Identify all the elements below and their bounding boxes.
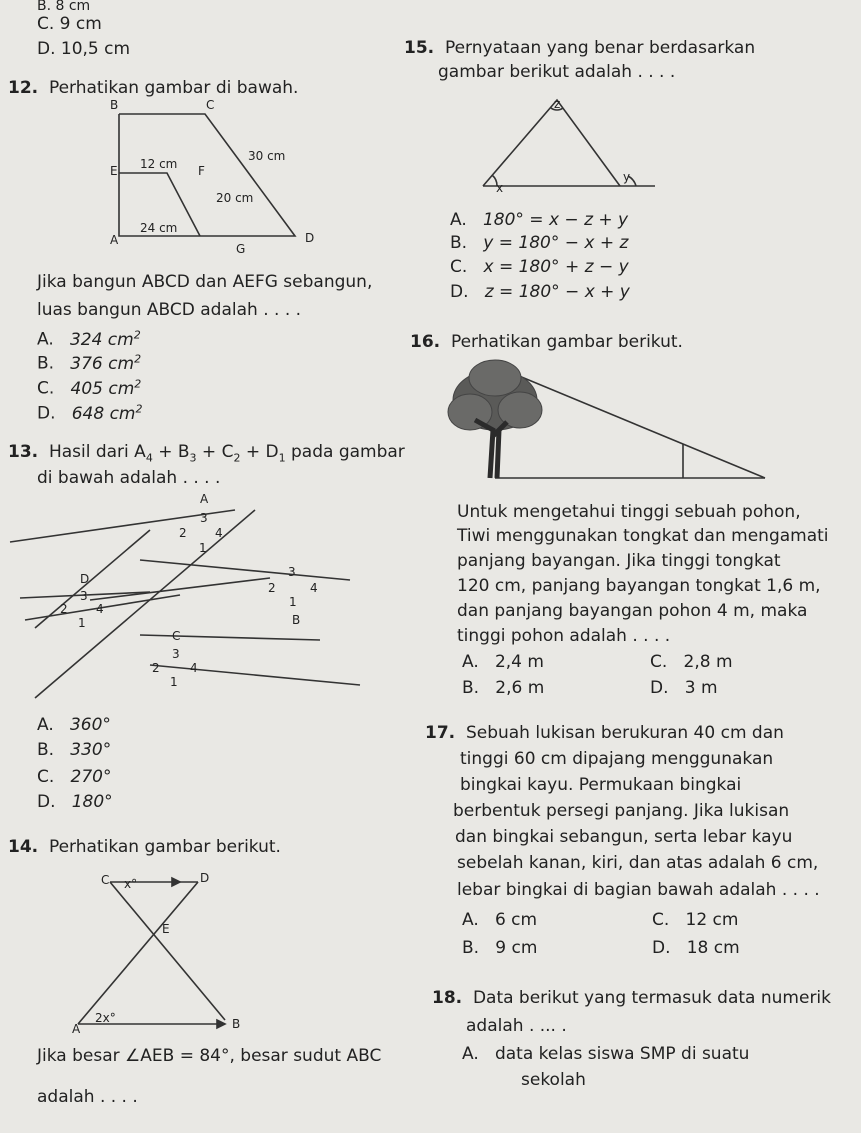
q15-number: 15. xyxy=(404,38,435,58)
q18-number: 18. xyxy=(432,988,463,1008)
q16-prompt-text: Perhatikan gambar berikut. xyxy=(450,332,683,352)
q12-prompt-text: Perhatikan gambar di bawah. xyxy=(48,78,299,98)
q13-subscript: 3 xyxy=(189,451,197,465)
q13-option-value: 180° xyxy=(71,792,113,812)
q15-option-c[interactable] xyxy=(450,257,629,277)
q13-option-c[interactable] xyxy=(37,767,111,787)
q17-option-c[interactable] xyxy=(652,910,738,930)
q12-option-a[interactable] xyxy=(37,325,141,350)
q17-line6: sebelah kanan, kiri, dan atas adalah 6 cm, xyxy=(457,853,819,873)
q13-angle-label: 3 xyxy=(172,647,180,661)
q12-option-exponent: 2 xyxy=(133,328,141,341)
q14-number: 14. xyxy=(8,837,39,857)
q16-tree-shadow-illustration xyxy=(445,350,805,490)
q17-line7: lebar bingkai di bagian bawah adalah . . . . xyxy=(457,880,820,900)
q12-measure-30cm: 30 cm xyxy=(248,149,286,163)
q12-measure-12cm: 12 cm xyxy=(140,157,178,171)
q15-option-value: y = 180° − x + z xyxy=(483,233,629,253)
prev-option-d: D. 10,5 cm xyxy=(37,39,131,59)
q13-angle-label: 1 xyxy=(199,541,207,555)
q13-angle-label: 4 xyxy=(310,581,318,595)
q17-option-d[interactable] xyxy=(652,938,740,958)
q14-angle-x: x° xyxy=(124,877,138,891)
q13-option-value: 360° xyxy=(69,715,111,735)
q13-option-letter: C. xyxy=(37,767,55,787)
q15-label-z: z xyxy=(554,97,561,111)
q14-label-e: E xyxy=(162,922,170,936)
q13-label-c: C xyxy=(172,629,181,643)
q18-line2: adalah . ... . xyxy=(466,1016,567,1036)
q16-option-c[interactable] xyxy=(650,652,733,672)
q16-line6: tinggi pohon adalah . . . . xyxy=(457,626,671,646)
q13-angle-label: 1 xyxy=(78,616,86,630)
q15-prompt-text: Pernyataan yang benar berdasarkan xyxy=(444,38,756,58)
q16-option-letter: B. xyxy=(462,678,480,698)
q17-line5: dan bingkai sebangun, serta lebar kayu xyxy=(455,827,793,847)
q18-option-letter: A. xyxy=(462,1044,479,1064)
q13-prompt-part: + D xyxy=(240,442,279,462)
q13-text-line2: di bawah adalah . . . . xyxy=(37,468,221,488)
q12-option-exponent: 2 xyxy=(134,352,142,365)
q18-option-a-line1: data kelas siswa SMP di suatu xyxy=(494,1044,750,1064)
q16-line3: panjang bayangan. Jika tinggi tongkat xyxy=(457,551,781,571)
q12-option-c[interactable] xyxy=(37,374,141,399)
q13-option-value: 270° xyxy=(70,767,112,787)
q16-line4: 120 cm, panjang bayangan tongkat 1,6 m, xyxy=(457,576,821,596)
q17-option-letter: B. xyxy=(462,938,480,958)
q12-label-b: B xyxy=(110,98,119,112)
q17-option-a[interactable] xyxy=(462,910,537,930)
q13-subscript: 2 xyxy=(233,451,241,465)
q12-label-e: E xyxy=(110,164,118,178)
q16-prompt xyxy=(410,332,683,352)
q17-line1 xyxy=(425,723,784,743)
q13-option-d[interactable] xyxy=(37,792,113,812)
q12-trapezoid-diagram xyxy=(105,100,435,260)
q15-label-y: y xyxy=(623,170,631,184)
q12-option-letter: B. xyxy=(37,353,55,374)
q12-label-f: F xyxy=(198,164,205,178)
q13-subscript: 4 xyxy=(145,451,153,465)
q12-label-a: A xyxy=(110,233,119,247)
q17-option-value: 9 cm xyxy=(495,938,538,958)
q13-option-letter: B. xyxy=(37,740,55,760)
q13-prompt-part: + B xyxy=(152,442,190,462)
q17-line3: bingkai kayu. Permukaan bingkai xyxy=(460,775,742,795)
q18-option-a[interactable] xyxy=(462,1044,749,1064)
q15-option-d[interactable] xyxy=(450,282,630,302)
q17-option-b[interactable] xyxy=(462,938,537,958)
q16-option-letter: C. xyxy=(650,652,668,672)
q16-option-letter: D. xyxy=(650,678,669,698)
q15-prompt-line2: gambar berikut adalah . . . . xyxy=(438,62,676,82)
q13-angle-label: 1 xyxy=(289,595,297,609)
q13-angle-label: 2 xyxy=(268,581,276,595)
q15-option-letter: D. xyxy=(450,282,469,302)
q14-label-b: B xyxy=(232,1017,241,1031)
q12-label-g: G xyxy=(236,242,246,256)
q12-option-value: 324 cm xyxy=(69,329,134,350)
q16-line2: Tiwi menggunakan tongkat dan mengamati xyxy=(457,526,829,546)
q13-option-value: 330° xyxy=(70,740,112,760)
q12-option-b[interactable] xyxy=(37,349,141,374)
q17-option-letter: A. xyxy=(462,910,479,930)
q15-triangle-diagram xyxy=(465,88,665,208)
q12-label-c: C xyxy=(206,98,215,112)
q15-option-b[interactable] xyxy=(450,233,628,253)
q12-option-letter: C. xyxy=(37,378,55,399)
q12-text-line1: Jika bangun ABCD dan AEFG sebangun, xyxy=(37,272,373,292)
q16-option-value: 2,4 m xyxy=(494,652,544,672)
q12-option-exponent: 2 xyxy=(135,402,143,415)
prev-option-c: C. 9 cm xyxy=(37,14,102,34)
q12-option-d[interactable] xyxy=(37,399,142,424)
q12-measure-24cm: 24 cm xyxy=(140,221,178,235)
q16-number: 16. xyxy=(410,332,441,352)
q13-prompt-end: pada gambar xyxy=(285,442,405,462)
q13-number: 13. xyxy=(8,442,39,462)
q12-number: 12. xyxy=(8,78,39,98)
q18-option-a-line2: sekolah xyxy=(521,1070,586,1090)
prev-option-b: B. 8 cm xyxy=(37,0,91,14)
q17-line2: tinggi 60 cm dipajang menggunakan xyxy=(460,749,774,769)
q17-line1-text: Sebuah lukisan berukuran 40 cm dan xyxy=(465,723,784,743)
q17-option-letter: D. xyxy=(652,938,671,958)
q13-angle-label: 3 xyxy=(200,511,208,525)
tree-icon xyxy=(448,360,542,478)
q15-option-a[interactable] xyxy=(450,210,628,230)
q16-option-value: 2,6 m xyxy=(495,678,545,698)
q15-option-letter: B. xyxy=(450,233,468,253)
q13-angle-label: 2 xyxy=(179,526,187,540)
q17-line4: berbentuk persegi panjang. Jika lukisan xyxy=(453,801,790,821)
q12-text-line2: luas bangun ABCD adalah . . . . xyxy=(37,300,302,320)
q15-option-letter: A. xyxy=(450,210,467,230)
q15-label-x: x xyxy=(496,181,504,195)
q17-option-value: 18 cm xyxy=(686,938,740,958)
q12-option-value: 405 cm xyxy=(70,378,135,399)
q18-line1-text: Data berikut yang termasuk data numerik xyxy=(472,988,831,1008)
q12-option-value: 376 cm xyxy=(70,353,135,374)
q13-option-letter: A. xyxy=(37,715,54,735)
q12-option-value: 648 cm xyxy=(71,403,136,424)
q13-option-letter: D. xyxy=(37,792,56,812)
q16-option-letter: A. xyxy=(462,652,479,672)
q14-label-c: C xyxy=(101,873,110,887)
q13-label-b: B xyxy=(292,613,301,627)
q13-angle-label: 1 xyxy=(170,675,178,689)
q13-angle-label: 4 xyxy=(190,661,198,675)
q16-option-d[interactable] xyxy=(650,678,718,698)
q13-angle-label: 3 xyxy=(288,565,296,579)
q13-prompt-part: + C xyxy=(196,442,234,462)
q18-line1 xyxy=(432,988,831,1008)
q15-option-value: x = 180° + z − y xyxy=(483,257,629,277)
q12-label-d: D xyxy=(305,231,315,245)
q14-prompt-text: Perhatikan gambar berikut. xyxy=(48,837,281,857)
q13-prompt xyxy=(8,442,405,468)
q15-option-value: z = 180° − x + y xyxy=(484,282,630,302)
q16-option-a[interactable] xyxy=(462,652,544,672)
q13-angle-label: 2 xyxy=(60,602,68,616)
q14-label-d: D xyxy=(200,871,210,885)
q12-option-letter: D. xyxy=(37,403,56,424)
q16-line1: Untuk mengetahui tinggi sebuah pohon, xyxy=(457,502,801,522)
q17-option-value: 12 cm xyxy=(685,910,739,930)
q14-prompt xyxy=(8,837,281,857)
q12-option-letter: A. xyxy=(37,329,54,350)
q13-parallel-lines-diagram xyxy=(0,480,420,680)
q13-angle-label: 3 xyxy=(80,589,88,603)
q14-label-a: A xyxy=(72,1022,81,1036)
q17-option-letter: C. xyxy=(652,910,670,930)
q16-option-value: 2,8 m xyxy=(683,652,733,672)
q12-measure-20cm: 20 cm xyxy=(216,191,254,205)
q13-option-a[interactable] xyxy=(37,715,111,735)
q13-angle-label: 4 xyxy=(215,526,223,540)
q16-option-b[interactable] xyxy=(462,678,544,698)
q13-angle-label: 4 xyxy=(96,602,104,616)
q15-option-value: 180° = x − z + y xyxy=(482,210,629,230)
q16-line5: dan panjang bayangan pohon 4 m, maka xyxy=(457,601,808,621)
q15-option-letter: C. xyxy=(450,257,468,277)
q17-number: 17. xyxy=(425,723,456,743)
q13-subscript: 1 xyxy=(278,451,286,465)
q17-option-value: 6 cm xyxy=(494,910,538,930)
q13-option-b[interactable] xyxy=(37,740,111,760)
q12-option-exponent: 2 xyxy=(134,377,142,390)
q13-angle-label: 2 xyxy=(152,661,160,675)
q14-text-line2: adalah . . . . xyxy=(37,1087,138,1107)
q14-angle-2x: 2x° xyxy=(95,1011,116,1025)
q13-label-d: D xyxy=(80,572,90,586)
q16-option-value: 3 m xyxy=(684,678,718,698)
q15-prompt-line1 xyxy=(404,38,755,58)
q12-prompt xyxy=(8,78,298,98)
q13-label-a: A xyxy=(200,492,209,506)
q13-prompt-start: Hasil dari A xyxy=(48,442,146,462)
q14-text-line1: Jika besar ∠AEB = 84°, besar sudut ABC xyxy=(37,1046,382,1066)
